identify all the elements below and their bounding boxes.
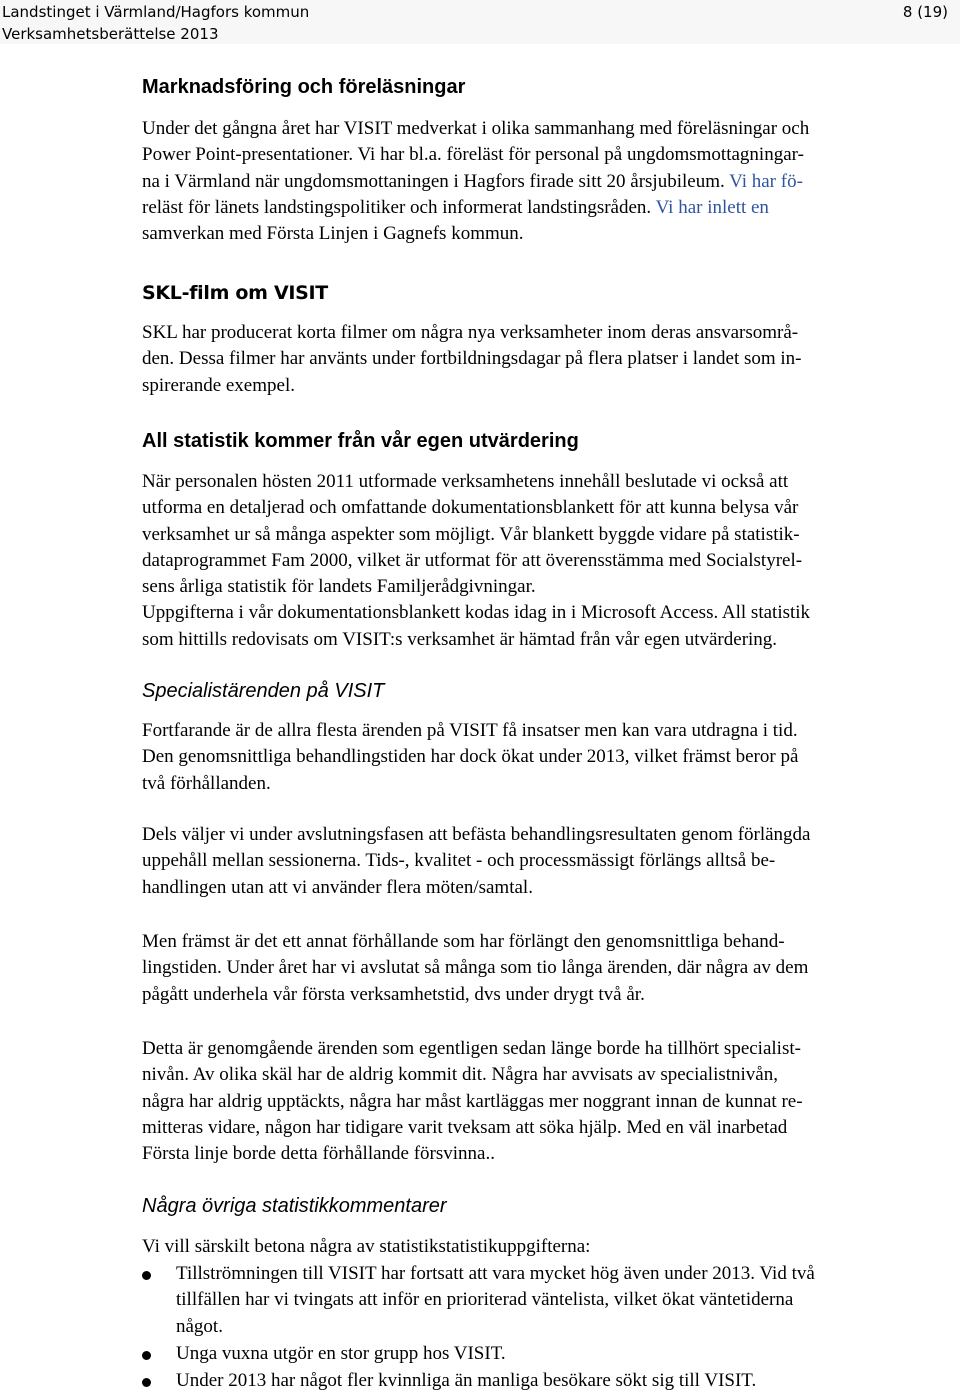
- section-title-skl-film: SKL-film om VISIT: [142, 282, 328, 304]
- section-title-other-stats: Några övriga statistikkommentarer: [142, 1195, 447, 1217]
- section-title-specialist-cases: Specialistärenden på VISIT: [142, 680, 385, 702]
- body-line: Den genomsnittliga behandlingstiden har dock ökat under 2013, vilket främst beror på: [142, 746, 799, 768]
- header-org: Landstinget i Värmland/Hagfors kommun: [2, 3, 310, 21]
- body-line: pågått underhela vår första verksamhetstid, dvs under drygt två år.: [142, 983, 645, 1005]
- body-line: lingstiden. Under året har vi avslutat så många som tio långa ärenden, där några av dem: [142, 957, 809, 979]
- body-line: tillfällen har vi tvingats att inför en prioriterad väntelista, vilket ökat väntetiderna: [176, 1289, 794, 1311]
- line-text: samverkan med Första Linjen i Gagnefs kommun.: [142, 223, 524, 245]
- bullet-icon: [142, 1378, 151, 1387]
- body-line: dataprogrammet Fam 2000, vilket är utformat för att överensstämma med Socialstyrel-: [142, 549, 803, 571]
- body-line: spirerande exempel.: [142, 374, 295, 396]
- body-line: handlingen utan att vi använder flera möten/samtal.: [142, 876, 533, 898]
- body-line: Första linje borde detta förhållande försvinna..: [142, 1143, 495, 1165]
- list-item-gender: [176, 1368, 756, 1394]
- page-number: 8 (19): [902, 3, 948, 21]
- paragraph-specialist-1: [142, 718, 798, 797]
- body-line: [142, 116, 809, 142]
- line-text: reläst för länets landstingspolitiker och informerat landstingsråden.: [142, 196, 652, 218]
- section-body-statistics: [142, 469, 810, 653]
- paragraph-specialist-4: [142, 1036, 803, 1167]
- page-header: [0, 0, 960, 44]
- body-line: Uppgifterna i vår dokumentationsblankett kodas idag in i Microsoft Access. All statistik: [142, 602, 811, 624]
- line-text-link: Vi har inlett en: [651, 196, 769, 218]
- body-line: När personalen hösten 2011 utformade verksamhetens innehåll beslutade vi också att: [142, 471, 789, 492]
- bullet-icon: [142, 1351, 151, 1360]
- bullet-icon: [142, 1271, 151, 1280]
- paragraph-specialist-3: [142, 929, 808, 1008]
- body-line: utforma en detaljerad och omfattande dokumentationsblankett för att kunna belysa vår: [142, 497, 799, 519]
- line-text: na i Värmland när ungdomsmottaningen i Hagfors firade sitt 20 årsjubileum.: [142, 170, 725, 192]
- section-body-skl-film: [142, 320, 802, 399]
- paragraph-specialist-2: [142, 822, 811, 901]
- body-line: några har aldrig upptäckts, några har måst kartläggas mer noggrant innan de kunnat re-: [142, 1090, 803, 1112]
- body-line: som hittills redovisats om VISIT:s verksamhet är hämtad från vår egen utvärdering.: [142, 628, 778, 650]
- body-line: nivån. Av olika skäl har de aldrig kommit dit. Några har avvisats av specialistnivån,: [142, 1064, 778, 1086]
- body-line: [142, 221, 809, 247]
- body-line: [142, 195, 809, 221]
- body-line: verksamhet ur så många aspekter som möjligt. Vår blankett byggde vidare på statistik-: [142, 523, 800, 545]
- header-report: Verksamhetsberättelse 2013: [2, 25, 219, 43]
- list-item-inflow: [176, 1261, 815, 1340]
- body-line: Vi vill särskilt betona några av statistikstatistikuppgifterna:: [142, 1236, 591, 1257]
- body-line: mitteras vidare, någon har tidigare varit tveksam att söka hjälp. Med en väl inarbetad: [142, 1116, 788, 1138]
- body-line: [142, 142, 809, 168]
- body-line: Dels väljer vi under avslutningsfasen att befästa behandlingsresultaten genom förlängda: [142, 824, 811, 845]
- other-stats-intro: [142, 1234, 590, 1260]
- section-body-marketing: [142, 116, 809, 247]
- body-line: den. Dessa filmer har använts under fortbildningsdagar på flera platser i landet som in-: [142, 348, 802, 370]
- body-line: Unga vuxna utgör en stor grupp hos VISIT.: [176, 1343, 506, 1364]
- body-line: [142, 169, 809, 195]
- body-line: Men främst är det ett annat förhållande som har förlängt den genomsnittliga behand-: [142, 931, 785, 952]
- body-line: SKL har producerat korta filmer om några nya verksamheter inom deras ansvarsområ-: [142, 322, 799, 343]
- body-line: två förhållanden.: [142, 772, 271, 794]
- line-text: Under det gångna året har VISIT medverkat i olika sammanhang med föreläsningar och: [142, 118, 810, 139]
- list-item-young-adults: [176, 1341, 506, 1367]
- section-title-statistics: All statistik kommer från vår egen utvärdering: [142, 430, 579, 452]
- section-title-marketing: Marknadsföring och föreläsningar: [142, 76, 466, 98]
- line-text: Power Point-presentationer. Vi har bl.a. föreläst för personal på ungdomsmottagningar-: [142, 144, 804, 166]
- body-line: Tillströmningen till VISIT har fortsatt att vara mycket hög även under 2013. Vid två: [176, 1263, 815, 1284]
- header-left: [2, 1, 309, 45]
- body-line: uppehåll mellan sessionerna. Tids-, kvalitet - och processmässigt förlängs alltså be-: [142, 850, 776, 872]
- body-line: Detta är genomgående ärenden som egentligen sedan länge borde ha tillhört specialist-: [142, 1038, 801, 1059]
- body-line: Fortfarande är de allra flesta ärenden på VISIT få insatser men kan vara utdragna i tid.: [142, 720, 798, 741]
- line-text-link: Vi har fö-: [724, 170, 803, 192]
- body-line: Under 2013 har något fler kvinnliga än manliga besökare sökt sig till VISIT.: [176, 1370, 757, 1391]
- body-line: sens årliga statistik för landets Familjerådgivningar.: [142, 576, 536, 598]
- body-line: något.: [176, 1315, 223, 1337]
